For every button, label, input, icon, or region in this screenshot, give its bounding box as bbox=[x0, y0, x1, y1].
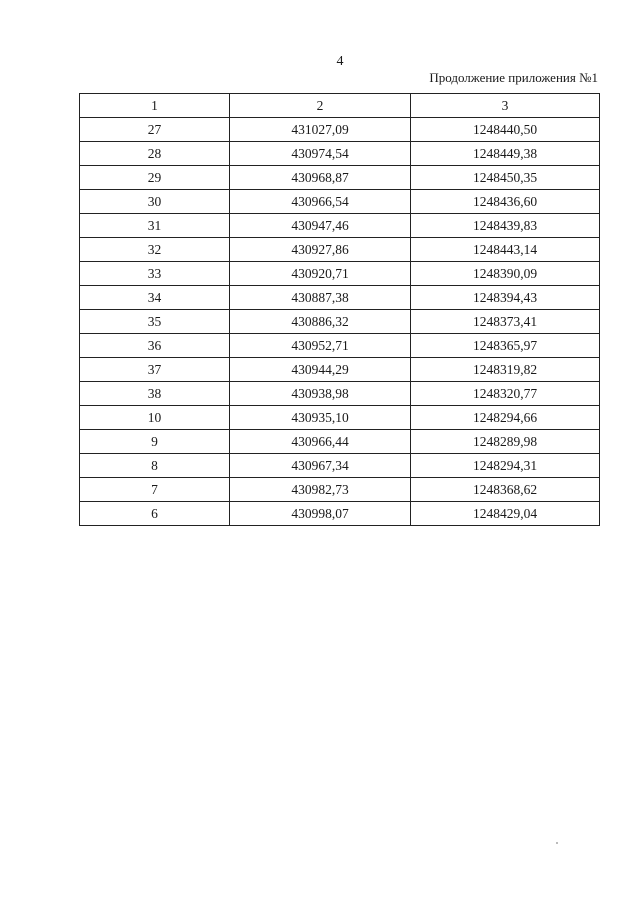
y-coordinate-cell: 1248450,35 bbox=[411, 166, 600, 190]
table-row bbox=[80, 454, 600, 478]
point-number-cell: 37 bbox=[80, 358, 230, 382]
x-coordinate-cell: 430935,10 bbox=[230, 406, 411, 430]
x-coordinate-cell: 430998,07 bbox=[230, 502, 411, 526]
point-number-cell: 30 bbox=[80, 190, 230, 214]
table-row bbox=[80, 334, 600, 358]
y-coordinate-cell: 1248320,77 bbox=[411, 382, 600, 406]
x-coordinate-cell: 430927,86 bbox=[230, 238, 411, 262]
y-coordinate-cell: 1248449,38 bbox=[411, 142, 600, 166]
point-number-cell: 27 bbox=[80, 118, 230, 142]
y-coordinate-cell: 1248294,31 bbox=[411, 454, 600, 478]
y-coordinate-cell: 1248440,50 bbox=[411, 118, 600, 142]
x-coordinate-cell: 430887,38 bbox=[230, 286, 411, 310]
appendix-continuation-label: Продолжение приложения №1 bbox=[429, 70, 598, 85]
x-coordinate-cell: 430886,32 bbox=[230, 310, 411, 334]
page-number: 4 bbox=[336, 54, 344, 69]
table-row bbox=[80, 118, 600, 142]
x-coordinate-cell: 430947,46 bbox=[230, 214, 411, 238]
point-number-cell: 6 bbox=[80, 502, 230, 526]
y-coordinate-cell: 1248319,82 bbox=[411, 358, 600, 382]
x-coordinate-cell: 430944,29 bbox=[230, 358, 411, 382]
table-row bbox=[80, 142, 600, 166]
table-row bbox=[80, 382, 600, 406]
table-row bbox=[80, 310, 600, 334]
y-coordinate-cell: 1248365,97 bbox=[411, 334, 600, 358]
point-number-cell: 38 bbox=[80, 382, 230, 406]
column-header-2: 2 bbox=[230, 94, 411, 118]
table-body bbox=[80, 118, 600, 526]
table-row bbox=[80, 190, 600, 214]
x-coordinate-cell: 430968,87 bbox=[230, 166, 411, 190]
table-row bbox=[80, 478, 600, 502]
x-coordinate-cell: 431027,09 bbox=[230, 118, 411, 142]
column-header-3: 3 bbox=[411, 94, 600, 118]
point-number-cell: 31 bbox=[80, 214, 230, 238]
scan-speck bbox=[556, 842, 558, 844]
x-coordinate-cell: 430938,98 bbox=[230, 382, 411, 406]
y-coordinate-cell: 1248436,60 bbox=[411, 190, 600, 214]
point-number-cell: 28 bbox=[80, 142, 230, 166]
point-number-cell: 7 bbox=[80, 478, 230, 502]
x-coordinate-cell: 430966,44 bbox=[230, 430, 411, 454]
table-row bbox=[80, 238, 600, 262]
point-number-cell: 10 bbox=[80, 406, 230, 430]
point-number-cell: 36 bbox=[80, 334, 230, 358]
x-coordinate-cell: 430920,71 bbox=[230, 262, 411, 286]
x-coordinate-cell: 430967,34 bbox=[230, 454, 411, 478]
y-coordinate-cell: 1248289,98 bbox=[411, 430, 600, 454]
point-number-cell: 8 bbox=[80, 454, 230, 478]
point-number-cell: 34 bbox=[80, 286, 230, 310]
point-number-cell: 35 bbox=[80, 310, 230, 334]
y-coordinate-cell: 1248294,66 bbox=[411, 406, 600, 430]
table-row bbox=[80, 502, 600, 526]
x-coordinate-cell: 430982,73 bbox=[230, 478, 411, 502]
coordinates-table bbox=[79, 93, 600, 526]
table-row bbox=[80, 166, 600, 190]
x-coordinate-cell: 430974,54 bbox=[230, 142, 411, 166]
column-header-1: 1 bbox=[80, 94, 230, 118]
y-coordinate-cell: 1248439,83 bbox=[411, 214, 600, 238]
point-number-cell: 29 bbox=[80, 166, 230, 190]
y-coordinate-cell: 1248373,41 bbox=[411, 310, 600, 334]
y-coordinate-cell: 1248390,09 bbox=[411, 262, 600, 286]
table-row bbox=[80, 286, 600, 310]
table-row bbox=[80, 262, 600, 286]
table-header-row bbox=[80, 94, 600, 118]
table-row bbox=[80, 358, 600, 382]
point-number-cell: 33 bbox=[80, 262, 230, 286]
y-coordinate-cell: 1248443,14 bbox=[411, 238, 600, 262]
x-coordinate-cell: 430966,54 bbox=[230, 190, 411, 214]
x-coordinate-cell: 430952,71 bbox=[230, 334, 411, 358]
table-row bbox=[80, 406, 600, 430]
y-coordinate-cell: 1248368,62 bbox=[411, 478, 600, 502]
point-number-cell: 32 bbox=[80, 238, 230, 262]
y-coordinate-cell: 1248394,43 bbox=[411, 286, 600, 310]
table-row bbox=[80, 430, 600, 454]
y-coordinate-cell: 1248429,04 bbox=[411, 502, 600, 526]
table-row bbox=[80, 214, 600, 238]
point-number-cell: 9 bbox=[80, 430, 230, 454]
